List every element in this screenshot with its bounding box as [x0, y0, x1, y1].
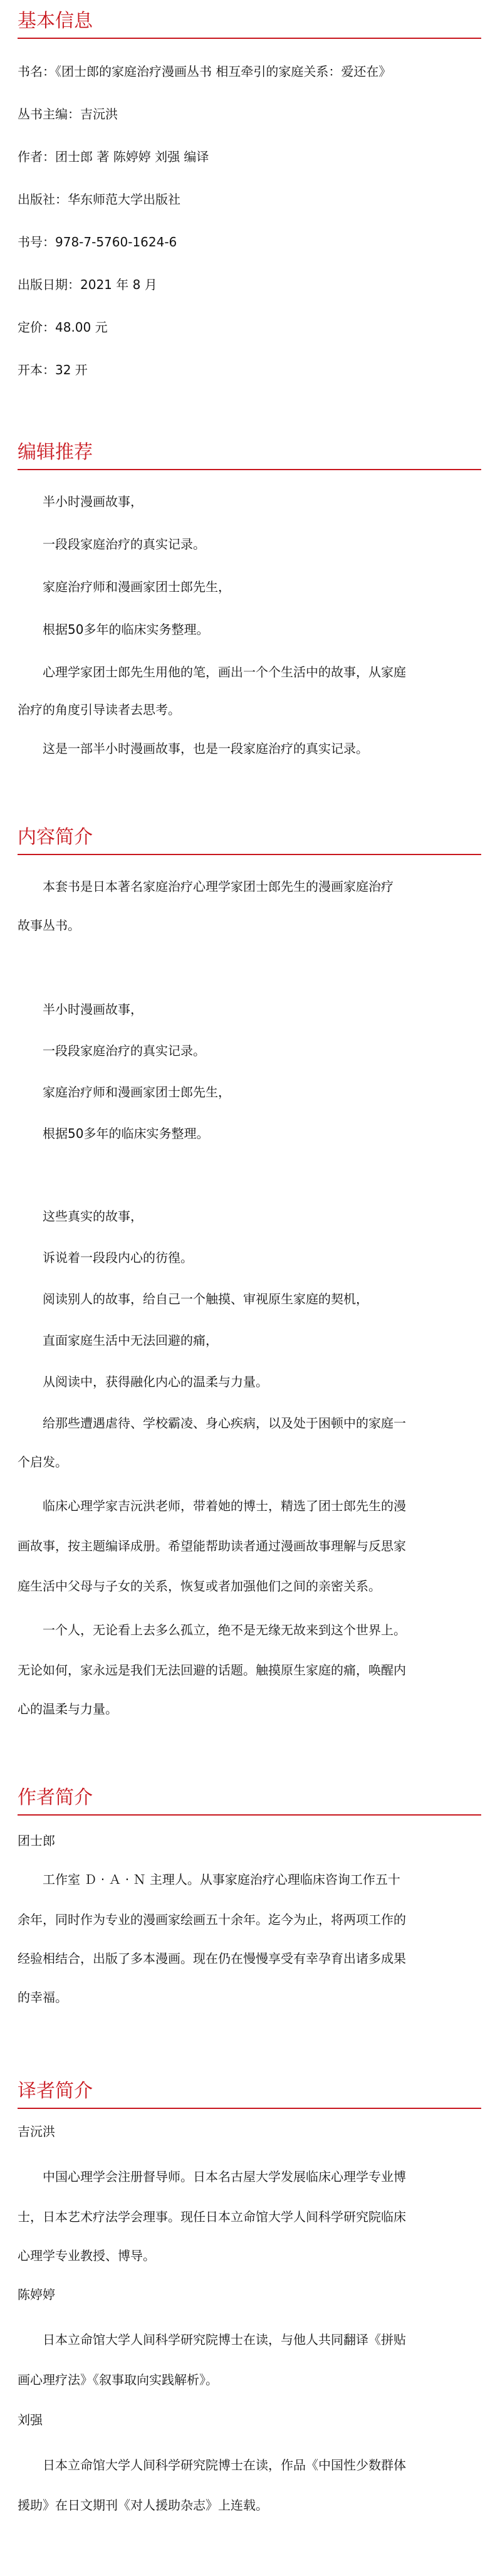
- paragraph-line: 这些真实的故事，: [43, 1209, 143, 1224]
- paragraph-line: 无论如何，家永远是我们无法回避的话题。触摸原生家庭的痛，唤醒内: [18, 1663, 406, 1678]
- paragraph-line: 一个人，无论看上去多么孤立，绝不是无缘无故来到这个世界上。: [43, 1622, 406, 1638]
- paragraph-line: 中国心理学会注册督导师。日本名古屋大学发展临床心理学专业博: [43, 2169, 406, 2184]
- paragraph-line: 的幸福。: [18, 1990, 68, 2005]
- translator-name: 刘强: [18, 2412, 43, 2427]
- translator-name: 陈婷婷: [18, 2287, 55, 2302]
- paragraph-line: 治疗的角度引导读者去思考。: [18, 702, 180, 717]
- info-format: 开本：32 开: [18, 362, 88, 377]
- paragraph-line: 工作室 Ｄ · Ａ · Ｎ 主理人。从事家庭治疗心理临床咨询工作五十: [43, 1872, 400, 1887]
- paragraph-line: 心的温柔与力量。: [18, 1701, 118, 1716]
- paragraph-line: 临床心理学家吉沅洪老师，带着她的博士，精选了团士郎先生的漫: [43, 1498, 406, 1513]
- paragraph-line: 心理学家团士郎先生用他的笔，画出一个个生活中的故事，从家庭: [43, 665, 406, 680]
- paragraph-line: 家庭治疗师和漫画家团士郎先生，: [43, 579, 231, 594]
- paragraph-line: 个启发。: [18, 1454, 68, 1469]
- paragraph-line: 半小时漫画故事，: [43, 494, 143, 509]
- paragraph-line: 给那些遭遇虐待、学校霸凌、身心疾病，以及处于困顿中的家庭一: [43, 1416, 406, 1431]
- paragraph-line: 故事丛书。: [18, 918, 80, 933]
- paragraph-line: 这是一部半小时漫画故事，也是一段家庭治疗的真实记录。: [43, 741, 368, 756]
- paragraph-line: 阅读别人的故事，给自己一个触摸、审视原生家庭的契机，: [43, 1291, 368, 1306]
- paragraph-line: 日本立命馆大学人间科学研究院博士在读，作品《中国性少数群体: [43, 2458, 406, 2473]
- paragraph-line: 半小时漫画故事，: [43, 1002, 143, 1017]
- info-price: 定价：48.00 元: [18, 320, 108, 335]
- info-isbn: 书号：978-7-5760-1624-6: [18, 234, 177, 250]
- section-divider: [18, 1814, 481, 1816]
- paragraph-line: 士，日本艺术疗法学会理事。现任日本立命馆大学人间科学研究院临床: [18, 2209, 406, 2224]
- paragraph-line: 经验相结合，出版了多本漫画。现在仍在慢慢享受有幸孕育出诸多成果: [18, 1951, 406, 1966]
- translator-name: 吉沅洪: [18, 2124, 55, 2139]
- section-heading-basic-info: 基本信息: [18, 10, 93, 32]
- info-author: 作者：团士郎 著 陈婷婷 刘强 编译: [18, 149, 209, 164]
- section-heading-author-profile: 作者简介: [18, 1787, 93, 1809]
- paragraph-line: 根据50多年的临床实务整理。: [43, 1126, 209, 1141]
- paragraph-line: 日本立命馆大学人间科学研究院博士在读，与他人共同翻译《拼贴: [43, 2332, 406, 2347]
- paragraph-line: 画心理疗法》《叙事取向实践解析》。: [18, 2372, 218, 2387]
- paragraph-line: 余年，同时作为专业的漫画家绘画五十余年。迄今为止，将两项工作的: [18, 1912, 406, 1927]
- info-series-editor: 丛书主编：吉沅洪: [18, 107, 118, 122]
- author-name: 团士郎: [18, 1833, 55, 1848]
- paragraph-line: 援助》在日文期刊《对人援助杂志》上连载。: [18, 2498, 268, 2513]
- paragraph-line: 一段段家庭治疗的真实记录。: [43, 537, 206, 552]
- section-heading-editor-recommendation: 编辑推荐: [18, 441, 93, 463]
- paragraph-line: 画故事，按主题编译成册。希望能帮助读者通过漫画故事理解与反思家: [18, 1538, 406, 1553]
- paragraph-line: 庭生活中父母与子女的关系，恢复或者加强他们之间的亲密关系。: [18, 1579, 381, 1594]
- paragraph-line: 诉说着一段段内心的彷徨。: [43, 1250, 193, 1265]
- info-publish-date: 出版日期：2021 年 8 月: [18, 277, 157, 292]
- section-divider: [18, 854, 481, 855]
- info-title: 书名：《团士郎的家庭治疗漫画丛书 相互牵引的家庭关系：爱还在》: [18, 64, 392, 79]
- paragraph-line: 家庭治疗师和漫画家团士郎先生，: [43, 1085, 231, 1100]
- paragraph-line: 一段段家庭治疗的真实记录。: [43, 1043, 206, 1058]
- paragraph-line: 心理学专业教授、博导。: [18, 2248, 155, 2263]
- paragraph-line: 根据50多年的临床实务整理。: [43, 622, 209, 637]
- paragraph-line: 本套书是日本著名家庭治疗心理学家团士郎先生的漫画家庭治疗: [43, 879, 393, 894]
- section-divider: [18, 469, 481, 470]
- section-heading-translator-profile: 译者简介: [18, 2080, 93, 2102]
- info-publisher: 出版社：华东师范大学出版社: [18, 192, 180, 207]
- section-divider: [18, 38, 481, 39]
- section-heading-content-summary: 内容简介: [18, 826, 93, 848]
- paragraph-line: 从阅读中，获得融化内心的温柔与力量。: [43, 1374, 268, 1389]
- section-divider: [18, 2108, 481, 2109]
- paragraph-line: 直面家庭生活中无法回避的痛，: [43, 1333, 218, 1348]
